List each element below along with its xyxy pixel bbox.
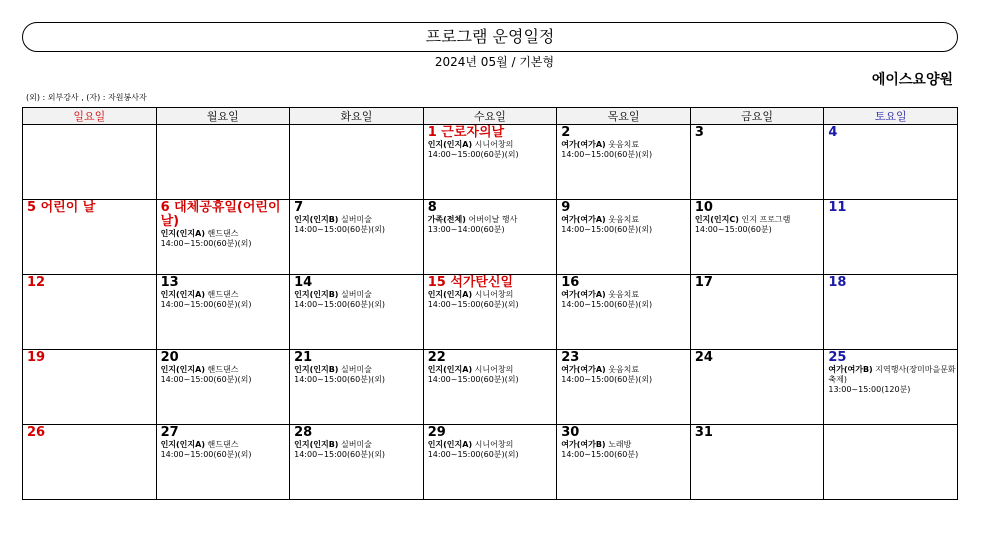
calendar-day-cell xyxy=(156,200,290,275)
program-category: 여가(여가A) xyxy=(561,290,606,299)
day-number-text: 15 xyxy=(427,275,446,290)
program-name: 실버미술 xyxy=(341,290,372,299)
program-name: 웃음치료 xyxy=(608,215,640,224)
day-number-text: 31 xyxy=(694,425,713,440)
program-category: 여가(여가B) xyxy=(561,440,606,449)
program-name: 시니어창의 xyxy=(474,290,514,299)
program-name: 실버미술 xyxy=(341,365,372,374)
day-number-text: 12 xyxy=(27,275,46,290)
day-number-text: 3 xyxy=(694,125,704,140)
organization-name: 에이스요양원 xyxy=(871,72,953,88)
program-category: 인지(인지A) xyxy=(160,290,205,299)
program-time: 14:00~15:00(60분)(외) xyxy=(160,375,252,384)
day-number xyxy=(294,426,423,440)
program-time: 14:00~15:00(60분)(외) xyxy=(294,375,386,384)
day-number xyxy=(428,201,557,215)
day-number-text: 28 xyxy=(294,425,313,440)
program-entry xyxy=(161,440,290,450)
day-number-text: 7 xyxy=(294,200,304,215)
calendar-day-cell xyxy=(23,200,157,275)
page-title: 프로그램 운영일정 xyxy=(22,22,958,52)
program-name: 시니어창의 xyxy=(474,440,514,449)
calendar-day-cell xyxy=(824,200,958,275)
day-number-text: 9 xyxy=(561,200,571,215)
program-entry xyxy=(828,365,957,385)
program-entry xyxy=(561,140,690,150)
day-number xyxy=(561,201,690,215)
calendar-day-cell xyxy=(824,350,958,425)
program-name: 핸드댄스 xyxy=(207,229,239,238)
day-number xyxy=(161,201,290,229)
program-time: 14:00~15:00(60분)(외) xyxy=(561,375,653,384)
calendar-day-cell xyxy=(557,275,691,350)
day-number-text: 18 xyxy=(828,275,847,290)
program-entry xyxy=(561,365,690,375)
calendar-day-cell xyxy=(557,425,691,500)
day-number-text: 11 xyxy=(828,200,847,215)
calendar-week-row xyxy=(23,125,958,200)
weekday-header: 월요일 xyxy=(156,108,290,125)
day-number-text: 23 xyxy=(561,350,580,365)
day-number-text: 16 xyxy=(561,275,580,290)
program-time: 14:00~15:00(60분)(외) xyxy=(561,300,653,309)
calendar-day-cell xyxy=(690,425,824,500)
program-category: 인지(인지A) xyxy=(427,290,473,299)
weekday-header: 목요일 xyxy=(557,108,691,125)
program-category: 인지(인지B) xyxy=(294,215,339,224)
program-name: 인지 프로그램 xyxy=(741,215,791,224)
program-category: 여가(여가A) xyxy=(561,140,606,149)
program-name: 실버미술 xyxy=(341,440,372,449)
program-entry xyxy=(294,290,423,300)
day-number xyxy=(561,276,690,290)
program-name: 핸드댄스 xyxy=(207,365,239,374)
day-number xyxy=(561,126,690,140)
calendar-day-cell xyxy=(23,275,157,350)
page-subtitle: 2024년 05월 / 기본형 xyxy=(434,55,555,69)
legend-note: (외) : 외부강사 , (자) : 자원봉사자 xyxy=(26,93,147,102)
day-number xyxy=(161,276,290,290)
calendar-day-cell xyxy=(690,275,824,350)
calendar-day-cell xyxy=(290,275,424,350)
day-number-text: 5 xyxy=(27,200,37,215)
calendar-day-cell xyxy=(290,425,424,500)
calendar-table xyxy=(22,107,958,500)
day-number-text: 22 xyxy=(427,350,446,365)
day-number xyxy=(695,276,824,290)
day-number-text: 2 xyxy=(561,125,571,140)
day-number xyxy=(27,276,156,290)
program-name: 웃음치료 xyxy=(608,290,640,299)
day-number-text: 29 xyxy=(427,425,446,440)
day-number xyxy=(294,276,423,290)
program-entry xyxy=(161,229,290,239)
program-name: 핸드댄스 xyxy=(207,290,239,299)
program-name: 실버미술 xyxy=(341,215,372,224)
day-number-text: 26 xyxy=(27,425,46,440)
day-number-text: 1 xyxy=(427,125,437,140)
calendar-day-cell xyxy=(156,425,290,500)
calendar-day-cell xyxy=(290,200,424,275)
program-entry xyxy=(561,290,690,300)
holiday-label: 어린이 날 xyxy=(40,200,96,215)
day-number-text: 13 xyxy=(160,275,179,290)
program-entry xyxy=(294,365,423,375)
day-number-text: 17 xyxy=(694,275,713,290)
program-time: 13:00~14:00(60분) xyxy=(427,225,505,234)
program-time: 14:00~15:00(60분) xyxy=(561,450,639,459)
weekday-header: 화요일 xyxy=(290,108,424,125)
day-number xyxy=(161,351,290,365)
program-entry xyxy=(561,215,690,225)
program-time: 14:00~15:00(60분)(외) xyxy=(294,450,386,459)
day-number xyxy=(828,276,957,290)
program-time: 14:00~15:00(60분)(외) xyxy=(294,300,386,309)
program-name: 노래방 xyxy=(608,440,632,449)
calendar-week-row xyxy=(23,275,958,350)
program-entry xyxy=(428,215,557,225)
calendar-week-row xyxy=(23,200,958,275)
program-entry xyxy=(695,215,824,225)
holiday-label: 석가탄신일 xyxy=(450,275,514,290)
program-entry xyxy=(428,365,557,375)
day-number-text: 4 xyxy=(828,125,838,140)
program-category: 인지(인지A) xyxy=(427,440,473,449)
program-time: 14:00~15:00(60분)(외) xyxy=(561,150,653,159)
program-name: 지역행사(장미마을문화축제) xyxy=(828,365,956,384)
weekday-header: 금요일 xyxy=(690,108,824,125)
program-time: 14:00~15:00(60분)(외) xyxy=(427,450,519,459)
day-number xyxy=(27,201,156,215)
day-number xyxy=(428,426,557,440)
weekday-header: 일요일 xyxy=(23,108,157,125)
day-number xyxy=(161,426,290,440)
calendar-day-cell xyxy=(156,275,290,350)
program-name: 핸드댄스 xyxy=(207,440,239,449)
day-number-text: 24 xyxy=(694,350,713,365)
day-number-text: 8 xyxy=(427,200,437,215)
weekday-header: 토요일 xyxy=(824,108,958,125)
day-number xyxy=(27,426,156,440)
program-time: 14:00~15:00(60분) xyxy=(694,225,772,234)
day-number-text: 10 xyxy=(694,200,713,215)
calendar-day-cell xyxy=(557,200,691,275)
day-number-text: 27 xyxy=(160,425,179,440)
calendar-day-cell xyxy=(557,125,691,200)
day-number xyxy=(294,351,423,365)
calendar-day-cell xyxy=(423,125,557,200)
day-number xyxy=(561,351,690,365)
program-time: 14:00~15:00(60분)(외) xyxy=(427,375,519,384)
calendar-day-cell xyxy=(690,200,824,275)
calendar-day-cell xyxy=(824,425,958,500)
program-name: 웃음치료 xyxy=(608,365,640,374)
day-number xyxy=(695,126,824,140)
day-number-text: 21 xyxy=(294,350,313,365)
holiday-label: 대체공휴일(어린이날) xyxy=(160,200,281,229)
day-number xyxy=(828,201,957,215)
day-number xyxy=(695,351,824,365)
day-number-text: 20 xyxy=(160,350,179,365)
program-time: 14:00~15:00(60분)(외) xyxy=(561,225,653,234)
program-category: 여가(여가A) xyxy=(561,215,606,224)
program-time: 14:00~15:00(60분)(외) xyxy=(427,150,519,159)
program-name: 시니어창의 xyxy=(474,140,514,149)
calendar-day-cell xyxy=(690,350,824,425)
program-category: 인지(인지A) xyxy=(427,365,473,374)
calendar-day-cell xyxy=(824,275,958,350)
calendar-day-cell xyxy=(23,350,157,425)
day-number xyxy=(695,426,824,440)
day-number xyxy=(695,201,824,215)
day-number xyxy=(428,351,557,365)
calendar-day-cell xyxy=(423,275,557,350)
day-number xyxy=(828,351,957,365)
program-entry xyxy=(428,440,557,450)
day-number-text: 14 xyxy=(294,275,313,290)
day-number xyxy=(294,201,423,215)
calendar-day-cell xyxy=(423,350,557,425)
program-entry xyxy=(161,365,290,375)
day-number xyxy=(27,351,156,365)
program-entry xyxy=(294,215,423,225)
calendar-day-cell xyxy=(290,350,424,425)
program-category: 인지(인지B) xyxy=(294,290,339,299)
weekday-header: 수요일 xyxy=(423,108,557,125)
calendar-day-cell xyxy=(557,350,691,425)
program-time: 14:00~15:00(60분)(외) xyxy=(294,225,386,234)
program-name: 시니어창의 xyxy=(474,365,514,374)
calendar-day-cell xyxy=(156,125,290,200)
program-category: 여가(여가B) xyxy=(828,365,873,374)
calendar-day-cell xyxy=(824,125,958,200)
program-category: 가족(전체) xyxy=(427,215,466,224)
day-number-text: 25 xyxy=(828,350,847,365)
calendar-day-cell xyxy=(690,125,824,200)
weekday-header-row xyxy=(23,108,958,125)
program-entry xyxy=(428,140,557,150)
calendar-day-cell xyxy=(23,425,157,500)
program-time: 14:00~15:00(60분)(외) xyxy=(427,300,519,309)
program-category: 인지(인지A) xyxy=(160,365,205,374)
program-entry xyxy=(161,290,290,300)
holiday-label: 근로자의날 xyxy=(441,125,505,140)
program-entry xyxy=(294,440,423,450)
program-time: 14:00~15:00(60분)(외) xyxy=(160,450,252,459)
program-category: 인지(인지B) xyxy=(294,365,339,374)
day-number-text: 6 xyxy=(160,200,170,215)
program-entry xyxy=(561,440,690,450)
program-category: 인지(인지C) xyxy=(694,215,739,224)
calendar-week-row xyxy=(23,350,958,425)
program-time: 13:00~15:00(120분) xyxy=(828,385,911,394)
program-category: 여가(여가A) xyxy=(561,365,606,374)
day-number xyxy=(561,426,690,440)
calendar-day-cell xyxy=(423,425,557,500)
calendar-day-cell xyxy=(156,350,290,425)
program-category: 인지(인지A) xyxy=(160,440,205,449)
program-category: 인지(인지A) xyxy=(160,229,205,238)
day-number-text: 19 xyxy=(27,350,46,365)
program-name: 어버이날 행사 xyxy=(468,215,518,224)
day-number-text: 30 xyxy=(561,425,580,440)
calendar-day-cell xyxy=(23,125,157,200)
program-name: 웃음치료 xyxy=(608,140,640,149)
program-entry xyxy=(428,290,557,300)
program-category: 인지(인지A) xyxy=(427,140,473,149)
program-time: 14:00~15:00(60분)(외) xyxy=(160,300,252,309)
day-number xyxy=(428,126,557,140)
calendar-week-row xyxy=(23,425,958,500)
program-time: 14:00~15:00(60분)(외) xyxy=(160,239,252,248)
calendar-day-cell xyxy=(423,200,557,275)
day-number xyxy=(428,276,557,290)
day-number xyxy=(828,126,957,140)
calendar-day-cell xyxy=(290,125,424,200)
program-category: 인지(인지B) xyxy=(294,440,339,449)
